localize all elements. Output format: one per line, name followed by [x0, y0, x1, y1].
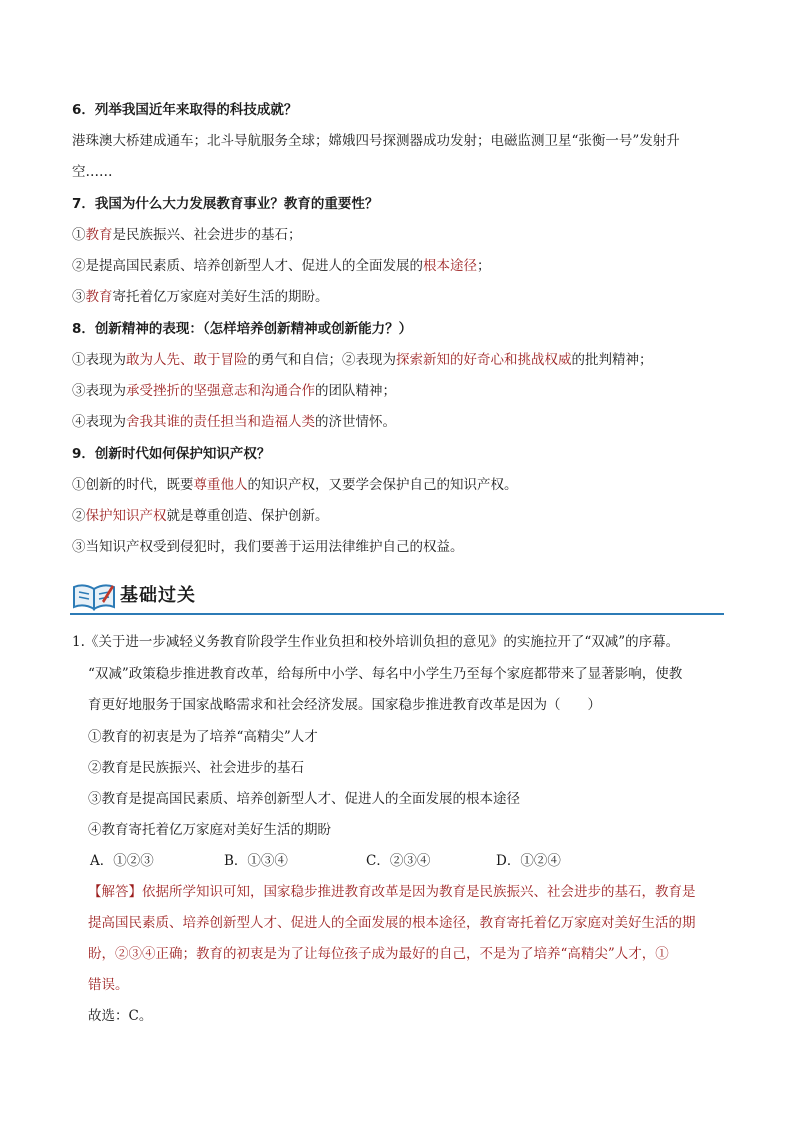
ex1-answer-line-2: 提高国民素质、培养创新型人才、促进人的全面发展的根本途径，教育寄托着亿万家庭对美好生活的期: [88, 915, 696, 931]
ex1-item-1: ①教育的初衷是为了培养“高精尖”人才: [88, 729, 318, 745]
q7-title: 7．我国为什么大力发展教育事业？教育的重要性？: [72, 196, 379, 212]
ex1-answer-line-1: 【解答】依据所学知识可知，国家稳步推进教育改革是因为教育是民族振兴、社会进步的基石，教育是: [88, 884, 696, 900]
q8-title: 8．创新精神的表现：（怎样培养创新精神或创新能力？）: [72, 321, 413, 337]
q8-line-1: ①表现为敢为人先、敢于冒险的勇气和自信；②表现为探索新知的好奇心和挑战权威的批判精神；: [72, 352, 653, 368]
ex1-stem-line-2: “双减”政策稳步推进教育改革，给每所中小学、每名中小学生乃至每个家庭都带来了显著影响，使教: [88, 666, 683, 682]
option-d[interactable]: D．①②④: [496, 853, 561, 869]
ex1-stem-line-1: 1.《关于进一步减轻义务教育阶段学生作业负担和校外培训负担的意见》的实施拉开了“双减”的序幕。: [72, 634, 680, 650]
q9-line-2: ②保护知识产权就是尊重创造、保护创新。: [72, 508, 329, 524]
q7-line-2: ②是提高国民素质、培养创新型人才、促进人的全面发展的根本途径；: [72, 258, 491, 274]
ex1-final-answer: 故选：C。: [88, 1008, 153, 1024]
option-a[interactable]: A．①②③: [90, 853, 154, 869]
q8-line-3: ④表现为舍我其谁的责任担当和造福人类的济世情怀。: [72, 414, 396, 430]
option-c[interactable]: C．②③④: [366, 853, 431, 869]
ex1-item-4: ④教育寄托着亿万家庭对美好生活的期盼: [88, 822, 331, 838]
q6-answer-line-2: 空……: [72, 164, 113, 180]
section-header: [70, 577, 724, 615]
q8-line-2: ③表现为承受挫折的坚强意志和沟通合作的团队精神；: [72, 383, 396, 399]
q6-answer-line-1: 港珠澳大桥建成通车；北斗导航服务全球；嫦娥四号探测器成功发射；电磁监测卫星“张衡一号”发射升: [72, 133, 680, 149]
option-b[interactable]: B．①③④: [224, 853, 288, 869]
ex1-item-2: ②教育是民族振兴、社会进步的基石: [88, 760, 304, 776]
ex1-item-3: ③教育是提高国民素质、培养创新型人才、促进人的全面发展的根本途径: [88, 791, 520, 807]
ex1-answer-line-4: 错误。: [88, 977, 129, 993]
q9-title: 9．创新时代如何保护知识产权？: [72, 446, 271, 462]
answer-tag: 【解答】: [88, 884, 142, 900]
q7-line-3: ③教育寄托着亿万家庭对美好生活的期盼。: [72, 289, 329, 305]
q7-line-1: ①教育是民族振兴、社会进步的基石；: [72, 227, 302, 243]
section-title: 基础过关: [120, 585, 196, 606]
book-icon: [72, 581, 116, 611]
ex1-stem-line-3: 育更好地服务于国家战略需求和社会经济发展。国家稳步推进教育改革是因为（ ）: [88, 697, 601, 713]
q9-line-3: ③当知识产权受到侵犯时，我们要善于运用法律维护自己的权益。: [72, 539, 464, 555]
q9-line-1: ①创新的时代，既要尊重他人的知识产权，又要学会保护自己的知识产权。: [72, 477, 518, 493]
ex1-answer-line-3: 盼，②③④正确；教育的初衷是为了让每位孩子成为最好的自己，不是为了培养“高精尖”人才，①: [88, 946, 669, 962]
q6-title: 6．列举我国近年来取得的科技成就？: [72, 102, 298, 118]
section-divider: [70, 613, 724, 615]
